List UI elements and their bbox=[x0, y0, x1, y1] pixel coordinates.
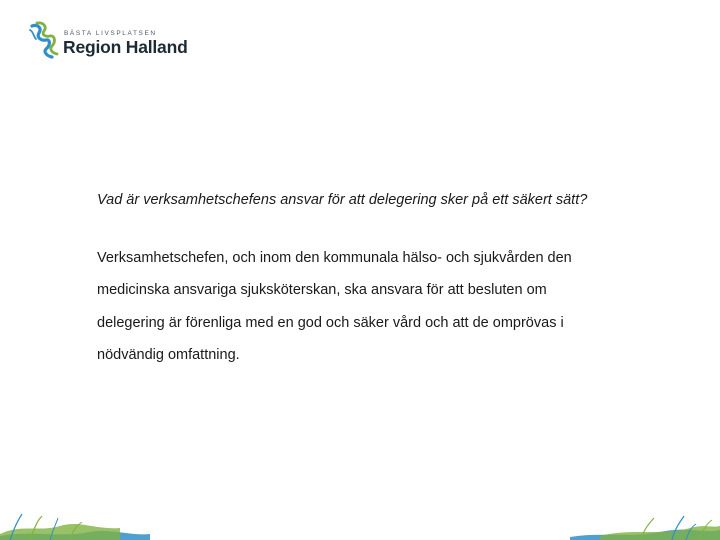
slide-answer bbox=[97, 248, 657, 377]
answer-line: nödvändig omfattning. bbox=[97, 346, 240, 363]
answer-line: medicinska ansvariga sjuksköterskan, ska ansvara för att besluten om bbox=[97, 282, 547, 299]
region-halland-logo-icon bbox=[28, 20, 62, 60]
logo-name: Region Halland bbox=[63, 37, 188, 57]
answer-line: delegering är förenliga med en god och säker vård och att de omprövas i bbox=[97, 314, 564, 331]
logo-tagline: BÄSTA LIVSPLATSEN bbox=[64, 30, 157, 37]
slide-question: Vad är verksamhetschefens ansvar för att delegering sker på ett säkert sätt? bbox=[97, 192, 588, 208]
region-halland-logo bbox=[28, 20, 188, 64]
answer-line: Verksamhetschefen, och inom den kommunala hälso- och sjukvården den bbox=[97, 250, 572, 266]
grass-wave-decoration-icon bbox=[0, 510, 720, 540]
